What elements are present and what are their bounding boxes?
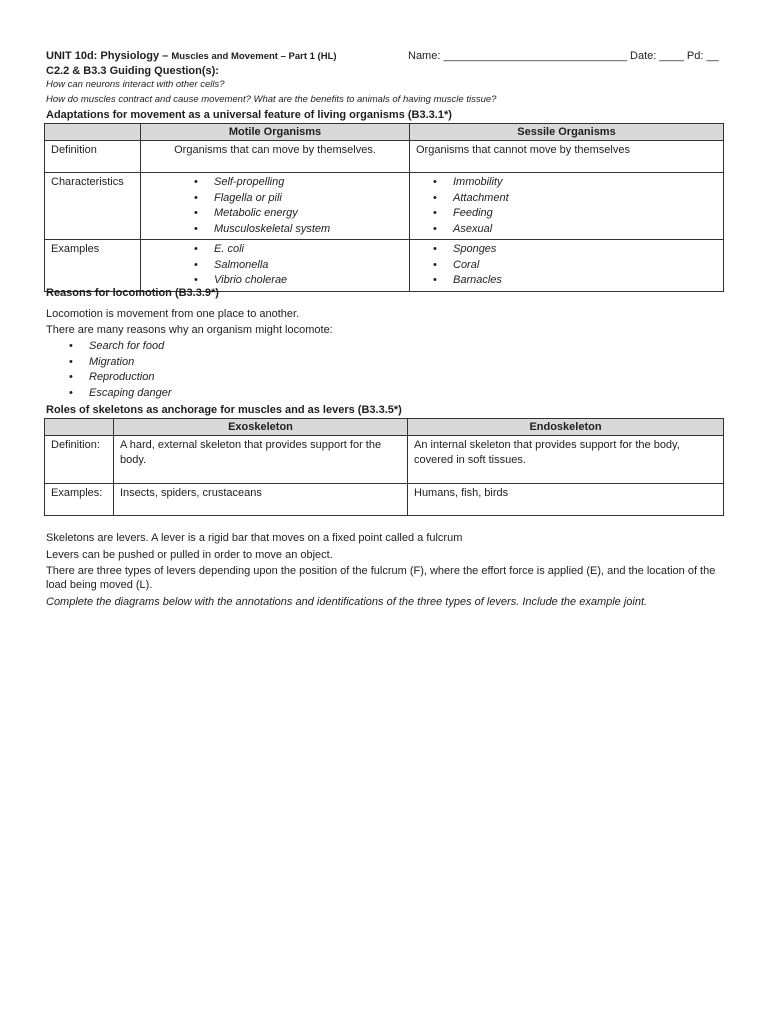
- table-row: [45, 436, 724, 484]
- col-sessile-organisms: Sessile Organisms: [410, 124, 724, 141]
- list-item: • Vibrio cholerae: [191, 273, 403, 289]
- endo-examples: Humans, fish, birds: [408, 484, 724, 516]
- locomotion-paragraph-2: There are many reasons why an organism might locomote:: [46, 324, 333, 336]
- locomotion-title: Reasons for locomotion (B3.3.9*): [46, 287, 219, 299]
- unit-title-sub: Muscles and Movement – Part 1 (HL): [171, 51, 337, 62]
- exo-definition: A hard, external skeleton that provides support for the body.: [114, 436, 408, 484]
- skeletons-title: Roles of skeletons as anchorage for muscles and as levers (B3.3.5*): [46, 404, 402, 416]
- table-header-row: [45, 124, 724, 141]
- list-item: • Self-propelling: [191, 175, 403, 191]
- list-item: • Coral: [430, 258, 717, 274]
- locomotion-reasons-list: [66, 339, 172, 401]
- guiding-question-1: How can neurons interact with other cells?: [46, 79, 225, 90]
- list-item: • Escaping danger: [66, 386, 172, 402]
- sessile-characteristics-list: [430, 175, 717, 237]
- motile-examples: [141, 240, 410, 292]
- endo-definition: An internal skeleton that provides support for the body, covered in soft tissues.: [408, 436, 724, 484]
- guiding-questions-title: C2.2 & B3.3 Guiding Question(s):: [46, 65, 219, 77]
- row-label-examples: Examples: [45, 240, 141, 292]
- motile-characteristics-list: [191, 175, 403, 237]
- header-empty-cell: [45, 419, 114, 436]
- motile-definition: Organisms that can move by themselves.: [141, 141, 410, 173]
- header-empty-cell: [45, 124, 141, 141]
- table-row: [45, 484, 724, 516]
- table-row: [45, 240, 724, 292]
- motile-characteristics: [141, 173, 410, 240]
- list-item: • Feeding: [430, 206, 717, 222]
- skeletons-table: [44, 418, 724, 516]
- table-header-row: [45, 419, 724, 436]
- levers-instruction: Complete the diagrams below with the annotations and identifications of the three types of levers. Include the example joint.: [46, 596, 648, 608]
- adaptations-title: Adaptations for movement as a universal feature of living organisms (B3.3.1*): [46, 109, 452, 121]
- list-item: • Migration: [66, 355, 172, 371]
- exo-examples: Insects, spiders, crustaceans: [114, 484, 408, 516]
- motile-examples-list: [191, 242, 403, 289]
- list-item: • Sponges: [430, 242, 717, 258]
- guiding-question-2: How do muscles contract and cause movement? What are the benefits to animals of having muscle tissue?: [46, 94, 497, 105]
- list-item: • Immobility: [430, 175, 717, 191]
- sessile-examples: [410, 240, 724, 292]
- list-item: • Attachment: [430, 191, 717, 207]
- unit-title-main: UNIT 10d: Physiology –: [46, 50, 172, 62]
- col-endoskeleton: Endoskeleton: [408, 419, 724, 436]
- col-exoskeleton: Exoskeleton: [114, 419, 408, 436]
- name-date-period-line[interactable]: Name: ______________________________ Date: ____ Pd: __: [408, 50, 719, 62]
- col-motile-organisms: Motile Organisms: [141, 124, 410, 141]
- list-item: • Flagella or pili: [191, 191, 403, 207]
- row-label-definition: Definition: [45, 141, 141, 173]
- list-item: • Metabolic energy: [191, 206, 403, 222]
- levers-paragraph-2: Levers can be pushed or pulled in order to move an object.: [46, 549, 333, 561]
- row-label-characteristics: Characteristics: [45, 173, 141, 240]
- list-item: • Salmonella: [191, 258, 403, 274]
- adaptations-table: [44, 123, 724, 292]
- list-item: • Asexual: [430, 222, 717, 238]
- levers-paragraph-3: There are three types of levers depending upon the position of the fulcrum (F), where the effort force is applied (E), and the location of the load being moved (L).: [46, 565, 716, 592]
- row-label-definition: Definition:: [45, 436, 114, 484]
- levers-paragraph-1: Skeletons are levers. A lever is a rigid bar that moves on a fixed point called a fulcrum: [46, 532, 463, 544]
- list-item: • Musculoskeletal system: [191, 222, 403, 238]
- sessile-definition: Organisms that cannot move by themselves: [410, 141, 724, 173]
- header: [46, 49, 726, 64]
- list-item: • Reproduction: [66, 370, 172, 386]
- table-row: [45, 141, 724, 173]
- list-item: • E. coli: [191, 242, 403, 258]
- row-label-examples: Examples:: [45, 484, 114, 516]
- list-item: • Search for food: [66, 339, 172, 355]
- table-row: [45, 173, 724, 240]
- list-item: • Barnacles: [430, 273, 717, 289]
- sessile-examples-list: [430, 242, 717, 289]
- locomotion-paragraph-1: Locomotion is movement from one place to another.: [46, 308, 300, 320]
- unit-title: [46, 49, 337, 63]
- sessile-characteristics: [410, 173, 724, 240]
